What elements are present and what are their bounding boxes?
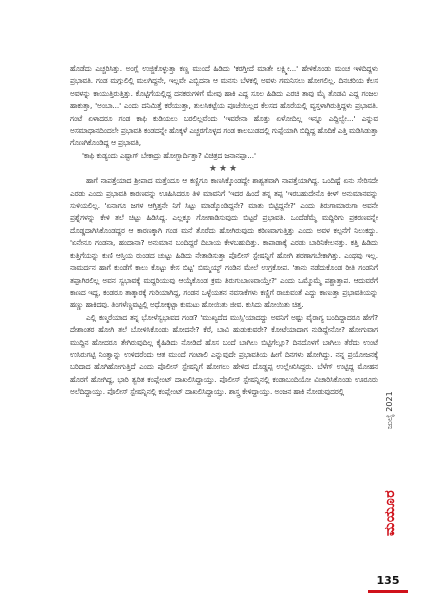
page-number-underline [368,590,408,593]
issue-date: ಜುಲೈ 2021 [385,391,394,429]
page-number: 135 [376,574,400,587]
article-paragraph-3: ಎಲ್ಲಿ ಕಣ್ಮರೆಯಾದ ತನ್ನ ಭೋಳೆಸ್ವಭಾವದ ಗಂಡ? 'ಮುಖ್ಯದೆದ ಮುಸ್ಸಿ'ಯಾದದ್ದು ಅವನಿಗೆ ಅಷ್ಟು ವೈರಾಗ್ಯ ಬಂದಿದ್ದಾದರೂ ಹೇಗೆ? ದೇಶಾಂತರ ಹೋಗಿ ತಲೆ ಬೋಳಿಸಿಕೊಂಡು ಹೋದನೇ? ಕೆರೆ, ಬಾವಿ ಹುಡುಕುವರೇ? ಕೋಟೆಯಾದಾಗ ನುಡಿದ್ದೇನೋ? ಹೋಗುವಾಗ ಮುದ್ದಿನ ಹೋದರೂ ತೇಗಿರುವುದಿಲ್ಲ ಕೈಹಿಡಿದು ನೋಡಿದೆ ಹೊಸ ಬಂದೆ ಬಾಗಿಲು ಬಿಟ್ಟಿಗೆಲ್ಲೂ? ದಿನದೊಳಗೆ ಬಾಗಿಲು ತೆರೆದು ಉಂಟೆ ಉಸಿರುಗಟ್ಟಿ ನಿಂತ್ವಾನ್ನು ಉಳಿದರೆಂದು ಆತ ಮುಂದೆ ಗಂಟಾಲಿ ಎನ್ನುವುದೇ ಪ್ರಭಾವತಿಯ ಹೀಗೆ ದಿನಗಳು ಹೋಗಿದ್ದು. ನನ್ನ ಪ್ರಯೋಜನಕ್ಕೆ ಬರಿದಾದ ಹೊಗಿಹೋಗುತ್ತಿದೆ ಎಂದು ಪೊಲೀಸ್ ಸ್ಟೇಷನ್ನಿಗೆ ಹೋಗಲು ಹೇಳಿದ ದೊಡ್ಡಪ್ಪ ಉಲ್ಲೇಖಿಸಿದ್ದರು. ಬೆಳೆಗ್ ಉಟ್ಟಿದ್ದ ಮೋಹನ ಹೊರಗೆ ಹೋಗಿದ್ದ, ಭಾರಿ ತ್ವರಿತ ಕಂಪ್ಲೇಂಟ್ ದಾಖಲಿಸಿದ್ದಾಯ್ತು. ಪೊಲೀಸ್ ಸ್ಟೇಷನ್ನಿನಲ್ಲಿ ಕಂಡಾಬಂದಿಯೋ ವಿಚಾರಿಸಿಕೊಂಡು ಊರೂರು ಅಲೆದಿದ್ದಾಯ್ತು. ಪೊಲೀಸ್ ಸ್ಟೇಷನ್ನಿನಲ್ಲಿ ಕಂಪ್ಲೇಂಟ್ ದಾಖಲಿಸಿದ್ದಾಯ್ತು. ಶಾಸ್ತ್ರ ಕೇಳಿದ್ದಾಯ್ತು. ಅಂಜನ ಹಾಕಿ ನೋಡುವುದರಲ್ಲಿ [70,312,378,397]
side-strip [381,365,399,585]
magazine-masthead: ಮಯೂರ [382,489,398,537]
article-quote: 'ಕಾಫಿ ಕುಡ್ಯಂದು ಎಷ್ಟಾಗ್ ಬೇಕಾದ್ರು ಹೋಗ್ಬಾರ್ದಿತ್ತಾ? ವಿಚಿತ್ರದ ಜನಾನಪ್ಪಾ...' [82,150,256,160]
article-paragraph-2: ಹಾಗೆ ನಾಪತ್ತೆಯಾದ ಶ್ರೀಪಾದ ಮತ್ತೆಂದೂ ಆ ಕಣ್ಣಿಗೂ ಕಾಣಸಿಕ್ಕೊಂಡದ್ದೇ ಶಾಶ್ವತವಾಗಿ ನಾಪತ್ತೆಯಾಗಿದ್ದ. ಒಂದಿಷ್ಟೆ ಏನು ಸೇರಿಸದೇ ಎರಡು ಎಂದು ಪ್ರಭಾವತಿ ಕಾರಣವನ್ನು ಊಹಿಸಿದರೂ ತಿಳಿ ಮಾವನಿಗೆ 'ಇದರ ಹಿಂದೆ ತನ್ನ ತಪ್ಪ 'ಇರಬಹುದೇನೊ ಕೀಳ್ ಅನುಮಾನವನ್ನು ಸುಳಿಯಲಿಲ್ಲ. 'ಏನಾಗೂ ಜಗಳ ಆಗ್ತಿತ್ತನೇ ನಿಗೆ ಸಿಟ್ಟು ಮಾಡ್ಕೊಂಡಿದ್ದನೇ? ಮಾತು ಬಿಟ್ಟಿದ್ದನೇ?' ಎಂದು ತಿರುಗಾಮಾರುಗಾ ಅವನೇ ಪ್ರಶ್ನೆಗಳನ್ನು ಕೇಳಿ ತಲೆ ಚಿಟ್ಟು ಹಿಡಿಸಿದ್ದ. ಎಲ್ಲಕ್ಕೂ ಗೋಣಾಡಿಸುವುದು ಬಿಟ್ಟರೆ ಪ್ರಭಾವತಿ. ಒಂದೆಡೆಮ್ಮೆ ಮದ್ದಿರಿಗು ಪ್ರಕರಣವನ್ನೇ ದೊಡ್ಡದಾಗಿಸಿಕೊಂಡದ್ದರ ಆ ಕಾರಣಕ್ಕಾಗಿ ಗಂಡ ಮನೆ ತೊರೆದು ಹೋಗಿರುವುದು ಕಠಿಣವಾಗುತ್ತಿತ್ತು ಎಂದು ಅವಳ ಕಲ್ಪನೆಗೆ ನಿಲುಕದ್ದು. 'ಏನೇನೂ ಗಂಡನಾ, ಹಂದಾನಾ? ಅನುಮಾನ ಬಂದಿದ್ದರೆ ದಿಬಾಯ ಕೇಳಬಹುದಿತ್ತು. ಕಾಪಾಡಾಕ್ಕೆ ಎರಡು ಬಾರಿನಿಕೇಲನತ್ತು. ಕತ್ತಿ ಹಿಡಿದು ಕುತ್ತಿಗೆಯನ್ನು ಕುಣಿ ಆಸ್ತಿಯ ರುಂಡದ ಚುಟ್ಟು ಹಿಡಿದು ನೇತಾಡಿಸುತ್ತಾ ಪೊಲೀಸ್ ಸ್ಟೇಷನ್ನಿಗೆ ಹೋಗಿ ಶರಣಾಗಬೇಕಾಗಿತ್ತು. ಎಂಥವು ಇಲ್ಲ. ನಾಮರ್ದನ ಹಾಗೆ ಕುಂಡೆಗೆ ಕಾಲು ಕೊಟ್ಟು ಕೇಸ ಬಿಟ್ಟ' ಬಿಮ್ಮಯ್ಯ್ ಗಂಡಿನ ಮೇಲೆ ಉಗ್ರಕೋಪ. 'ತಾನು ನಡೆದುಕೊಂಡ ರೀತಿ ಗಂಡನಿಗೆ ತಪ್ಪಾಗಿರಲಿಲ್ಲ ಅವನ ಸ್ವಭಾವಕ್ಕೆ ಮದ್ದರಿಯುವು ಆಯ್ಕೆಕೊಂಡ ಕ್ರಮ ತಿರುಗುಬಾಣವಾಯ್ತೇ?' ಎಂದು ಒಮ್ಮೊಮ್ಮೆ ಪಶ್ಚಾತ್ತಾಪ. ಆದುವರೆಗೆ ಕಾಣದ ಇದ್ದ, ಕಂಡರೂ ತಾತ್ಕಾರಕ್ಕೆ ಗುರಿಯಾಗಿದ್ದ, ಗಂಡನ ಒಳ್ಳೆಯತನ ನವಸಾಕೆಗಳು ಕಣ್ಣಿಗೆ ರಾಚುವಂತೆ ಎದ್ದು ಕಾಣುತ್ತಾ ಪ್ರಭಾವತಿಯನ್ನು ಹಣ್ಣು ಹಾಕಿದವು. ತಿಂಗಳೆಣ್ಣವಟ್ಟಲ್ಲಿ ಅಧೋಕ್ಕಟ್ಟಾ ಕುಮಟು ಹೋಯಿತು ಜೀವ. ಕುಸಿದು ಹೋಯಿತು ಚಿತ್ತ. [70,176,378,310]
article-paragraph-1: ಹೊಡೆದು ಎಚ್ಚರಿಸಿತ್ತು. ಅಂಗ್ಲೆ ಉಜ್ಜಿಕೊಳ್ಳುತ್ತಾ ಕಣ್ಣ ಮುಂದೆ ಹಿಡಿದು 'ಕರಗ್ತೀದೆ ಮಾತೇ ಲಕ್ಷ್ಮೀ...' ಹೇಳಿಕೊಂಡು ಮಂಚ ಇಳಿದಿದ್ದಳು ಪ್ರಭಾವತಿ. ಗಂಡ ಮಗ್ಗುಲಿಲ್ಲಿ ಮಲಗಿದ್ದನೇ, ಇಲ್ಲವೇ ಎಬ್ಬಿದನಾ ಆ ಮನಸು ಬೆಳಕಲ್ಲಿ ಅವಳು ಗಮನಿಸಲು ಹೋಗಲಿಲ್ಲ. ದಿನಚರಿಯ ಕೆಲಸ ಅವಳನ್ನು ಕಾಯುತ್ತಿರುತ್ತಿತ್ತು. ಕೊಟ್ಟಿಗೆಯಲ್ಲಿದ್ದ ದನಕರುಗಳಿಗೆ ಮೇವು ಹಾಕಿ ಎದ್ದ ಸೂಲ ಹಿಡಿದು ಎರಚಿ ತಾವು ಮೈ ತೊಡವಿ ಎದ್ದ ಗಂಜಲ ಹಾಕುತ್ತಾ, 'ಅಂಬಾ...' ಎಂದು ದನಿಮಿತ್ತೆ ಕರೆಯುತ್ತಾ, ತುಲಸಿಕಟ್ಟೆಯ ಪೂಜೆಯಿಲ್ಲದ ಕೆಲಸದ ಹೊರೆಯಲ್ಲಿ ವ್ಯಸ್ತಳಾಗಿರುತ್ತಿದ್ದಳು ಪ್ರಭಾವತಿ. ಗಂಟೆ ಏಳಾದರೂ ಗಂಡ ಕಾಫಿ ಕುಡಿಯಲು ಬರಲಿಲ್ಲವೆಂದು 'ಇವರೇನಾ ಹೊತ್ತು ಏಳೋದಿಲ್ಲ ಇನ್ನೂ ಎದ್ದಿಲ್ವೇ...' ಎನ್ನುವ ಅಸಮಾಧಾನದಿಂದಲೇ ಪ್ರಭಾವತಿ ಕಂಡದನ್ನೇ ಹೊಕ್ಕಳೆ ಎಚ್ಚರಗೊಳ್ಳದ ಗಂಡ ಕಾಲಬುಡದಲ್ಲಿ ಗುಪ್ಪೆಯಾಗಿ ಬಿದ್ದಿದ್ದ ಹೊದಿಕೆ ಎತ್ತಿ ಮಡಿಸಿಡುತ್ತಾ ಗೊಣಗಿಕೊಂಡಿದ್ದ ಆ ಪ್ರಭಾವತಿ, [70,64,378,148]
section-separator: ★★★ [208,164,240,175]
article-body [70,63,378,399]
